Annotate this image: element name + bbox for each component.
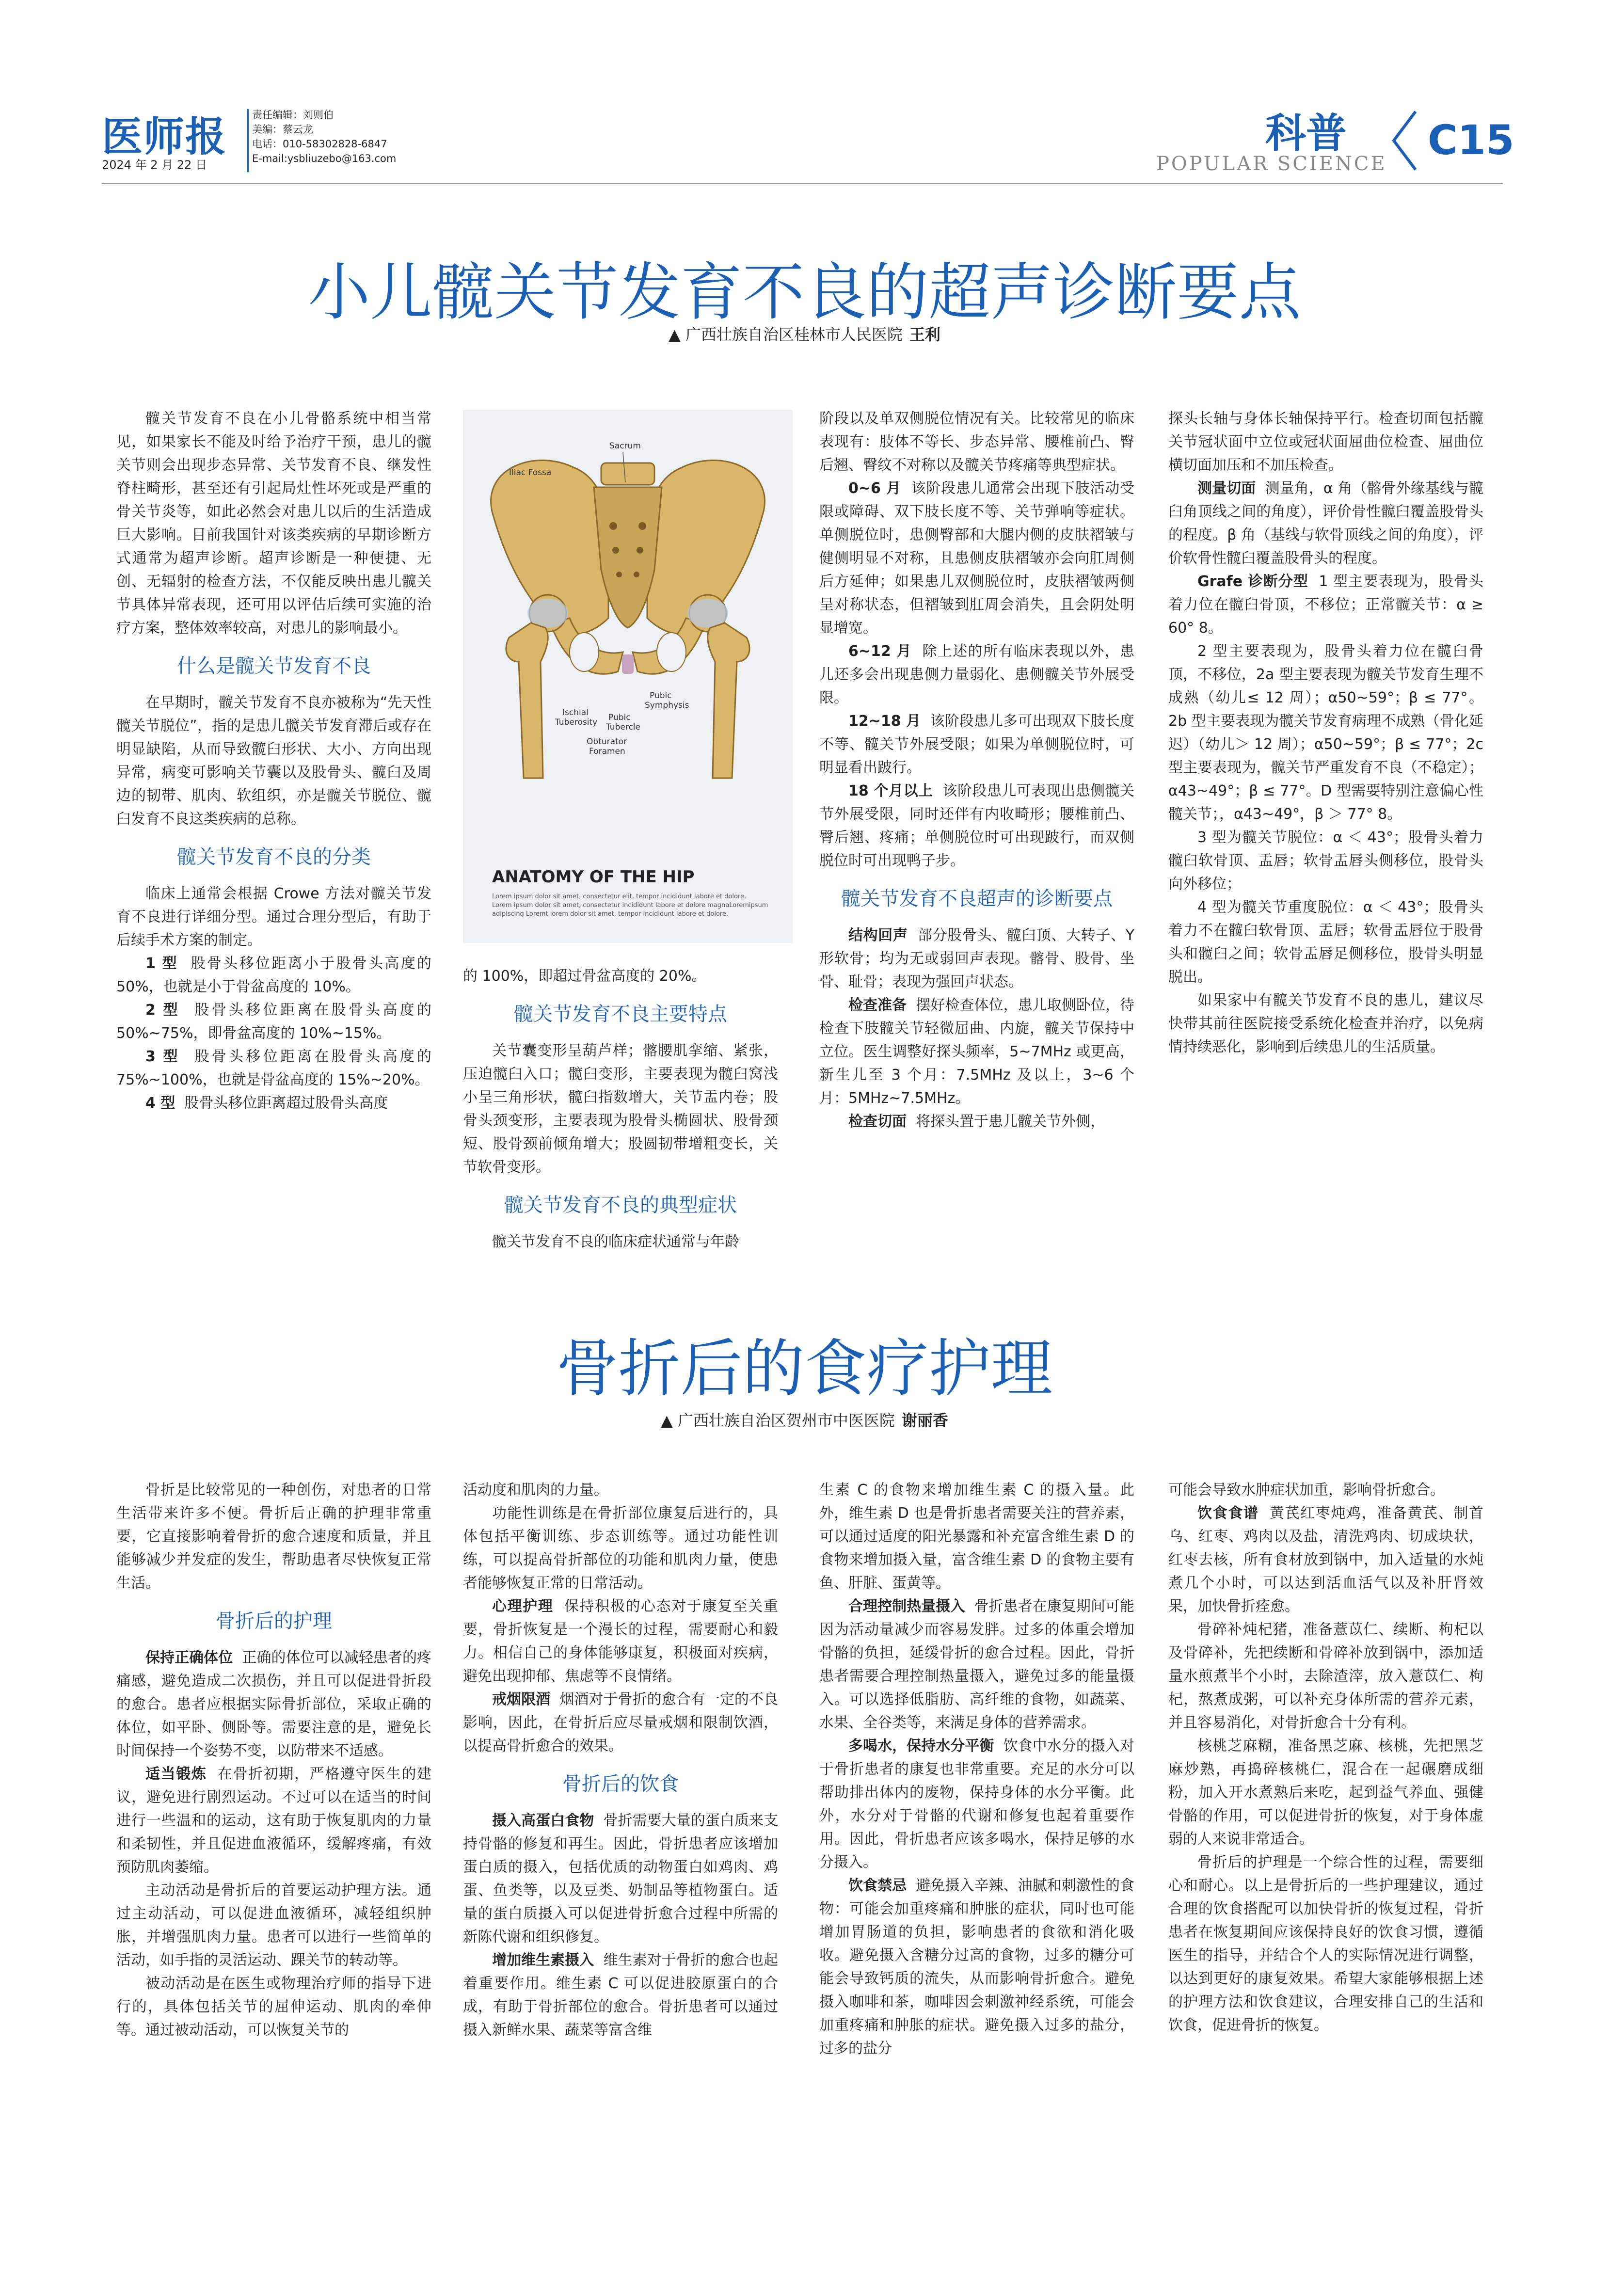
paragraph: 髋关节发育不良在小儿骨骼系统中相当常见，如果家长不能及时给予治疗干预，患儿的髋关节则会出现步态异常、关节发育不良、继发性脊柱畸形，甚至还有引起局灶性坏死或是严重的骨关节炎等，如此必然会对患儿以后的生活造成巨大影响。目前我国针对该类疾病的早期诊断方式通常为超声诊断。超声诊断是一种便捷、无创、无辐射的检查方法，不仅能反映出患儿髋关节具体异常表现，还可用以评估后续可实施的治疗方案，整体效率较高，对患儿的影响最小。	[116, 410, 431, 637]
age4-text: 该阶段患儿可表现出患侧髋关节外展受限，同时还伴有内收畸形；腰椎前凸、臀后翘、疼痛；单侧脱位时可出现跛行，而双侧脱位时可出现鸭子步。	[819, 782, 1135, 869]
age1-text: 该阶段患儿通常会出现下肢活动受限或障碍、双下肢长度不等、关节弹响等症状。单侧脱位时，患侧臀部和大腿内侧的皮肤褶皱与健侧明显不对称，且患侧皮肤褶皱亦会向肛周侧后方延伸；如果患儿双侧脱位时，皮肤褶皱两侧呈对称状态，但褶皱到肛周会消失，且会阴处明显增宽。	[819, 480, 1134, 637]
label-iliac-fossa: Iliac Fossa	[509, 468, 552, 478]
paragraph: 核桃芝麻糊，准备黑芝麻、核桃，先把黑芝麻炒熟，再捣碎核桃仁，混合在一起碾磨成细粉，加入开水煮熟后来吃，起到益气养血、强健骨骼的作用，可以促进骨折的恢复，对于身体虚弱的人来说非常适合。	[1168, 1738, 1483, 1848]
age4-label: 18 个月以上	[848, 782, 933, 799]
paragraph	[819, 780, 1134, 873]
paragraph	[1168, 1502, 1483, 1618]
paragraph: 主动活动是骨折后的首要运动护理方法。通过主动活动，可以促进血液循环，减轻组织肿胀，并增强肌肉力量。患者可以进行一些简单的活动，如手指的灵活运动、踝关节的转动等。	[116, 1882, 431, 1969]
paragraph: 可能会导致水肿症状加重，影响骨折愈合。	[1168, 1482, 1445, 1499]
paragraph	[463, 1688, 778, 1758]
prep-text: 摆好检查体位，患儿取侧卧位，待检查下肢髋关节轻微屈曲、内旋，髋关节保持中立位。医生调整好探头频率，5~7MHz 或更高，新生儿至 3 个月：7.5MHz 及以上，3~6 个月：5MHz~7.5MHz。	[819, 997, 1135, 1107]
protein-text: 骨折需要大量的蛋白质来支持骨骼的修复和再生。因此，骨折患者应该增加蛋白质的摄入，包括优质的动物蛋白如鸡肉、鸡蛋、鱼类等，以及豆类、奶制品等植物蛋白。适量的蛋白质摄入可以促进骨折愈合过程中所需的新陈代谢和组织修复。	[463, 1812, 779, 1945]
paragraph: 在早期时，髋关节发育不良亦被称为“先天性髋关节脱位”，指的是患儿髋关节发育滞后或存在明显缺陷，从而导致髋臼形状、大小、方向出现异常，病变可影响关节囊以及股骨头、髋臼及周边的韧带、肌肉、软组织，亦是髋关节脱位、髋臼发育不良这类疾病的总称。	[116, 694, 431, 828]
calorie-text: 骨折患者在康复期间可能因为活动量减少而容易发胖。过多的体重会增加骨骼的负担，延缓骨折的愈合过程。因此，骨折患者需要合理控制热量摄入，避免过多的能量摄入。可以选择低脂肪、高纤维的食物，如蔬菜、水果、全谷类等，来满足身体的营养需求。	[819, 1598, 1135, 1731]
echo-text: 部分股骨头、髋臼顶、大转子、Y 形软骨；均为无或弱回声表现。髂骨、股骨、坐骨、耻骨；表现为强回声状态。	[819, 927, 1135, 990]
label-pubic-tubercle-1: Pubic	[608, 713, 631, 722]
paragraph: 髋关节发育不良的临床症状通常与年龄	[492, 1233, 739, 1250]
paragraph	[1168, 570, 1483, 640]
recipe-label: 饮食食谱	[1197, 1505, 1259, 1522]
age2-text: 除上述的所有临床表现以外，患儿还多会出现患侧力量弱化、患侧髋关节外展受限。	[819, 643, 1135, 706]
paragraph: 骨碎补炖杞猪，准备薏苡仁、续断、枸杞以及骨碎补，先把续断和骨碎补放到锅中，添加适量水煎煮半个小时，去除渣滓，放入薏苡仁、枸杞，熬煮成粥，可以补充身体所需的营养元素，并且容易消化，对骨折愈合十分有利。	[1168, 1621, 1483, 1731]
byline-org: ▲ 广西壮族自治区贺州市中医医院	[661, 1411, 895, 1430]
paragraph	[1168, 477, 1483, 570]
paragraph	[819, 477, 1134, 640]
figure-caption-3: adipiscing Loremt lorem dolor sit amet, tempor incididunt labore et dolore.	[492, 910, 729, 918]
section-title-en: POPULAR SCIENCE	[1156, 153, 1387, 175]
paragraph: 骨折是比较常见的一种创伤，对患者的日常生活带来许多不便。骨折后正确的护理非常重要，它直接影响着骨折的愈合速度和质量，并且能够减少并发症的发生，帮助患者尽快恢复正常生活。	[116, 1482, 431, 1592]
figure-caption-1: Lorem ipsum dolor sit amet, consectetur elit, tempor incididunt labore et dolore.	[492, 893, 747, 900]
paragraph: 活动度和肌肉的力量。	[463, 1482, 608, 1499]
paragraph	[116, 1092, 431, 1115]
article2-column-2	[463, 1479, 778, 2042]
type4-text: 股骨头移位距离超过股骨头高度	[184, 1095, 388, 1112]
age3-text: 该阶段患儿多可出现双下肢长度不等、髋关节外展受限；如果为单侧脱位时，可明显看出跛行。	[819, 713, 1135, 776]
label-obturator-2: Foramen	[589, 747, 625, 756]
type1-text: 股骨头移位距离小于股骨头高度的 50%，也就是小于骨盆高度的 10%。	[116, 955, 432, 995]
age2-label: 6~12 月	[848, 643, 912, 660]
masthead-rule	[102, 183, 1503, 184]
graf-text: 1 型主要表现为，股骨头着力位在髋臼骨顶，不移位；正常髋关节：α ≥ 60° 8。	[1168, 573, 1483, 637]
paragraph	[463, 1949, 778, 2042]
water-label: 多喝水，保持水分平衡	[848, 1738, 994, 1754]
paragraph	[819, 924, 1134, 994]
paragraph	[116, 1763, 431, 1879]
subheading-class: 髋关节发育不良的分类	[177, 846, 371, 868]
age1-label: 0~6 月	[848, 480, 901, 497]
article1-byline	[0, 322, 1609, 345]
editor-info	[252, 108, 396, 166]
graf-label: Grafe 诊断分型	[1197, 573, 1309, 590]
subheading-care: 骨折后的护理	[216, 1610, 332, 1632]
paragraph: 2 型主要表现为，股骨头着力位在髋臼骨顶，不移位，2a 型主要表现为髋关节发育生理不成熟（幼儿≤ 12 周）；α50~59°；β ≤ 77°。2b 型主要表现为髋关节发育病理不成熟（骨化延迟）（幼儿＞ 12 周）；α50~59°；β ≤ 77°；2c 型主要表现为，髋关节严重发育不良（不稳定）；α43~49°；β ≤ 77°。D 型需要特别注意偏心性髋关节；，α43~49°，β ＞ 77° 8。	[1168, 643, 1483, 823]
paragraph: 的 100%，即超过骨盆高度的 20%。	[463, 968, 706, 985]
paragraph	[116, 1646, 431, 1763]
paragraph: 临床上通常会根据 Crowe 方法对髋关节发育不良进行详细分型。通过合理分型后，有助于后续手术方案的制定。	[116, 885, 431, 949]
label-ischial-2: Tuberosity	[555, 718, 598, 727]
label-obturator-1: Obturator	[587, 737, 627, 747]
age3-label: 12~18 月	[848, 713, 921, 730]
label-ischial-1: Ischial	[562, 708, 589, 718]
designer-name: 美编：蔡云龙	[252, 124, 313, 135]
paragraph	[819, 1874, 1134, 2060]
article2-title: 骨折后的食疗护理	[556, 1333, 1053, 1405]
type3-text: 股骨头移位距离在股骨头高度的 75%~100%，也就是骨盆高度的 15%~20%。	[116, 1048, 431, 1088]
measure-text: 测量角，α 角（髂骨外缘基线与髋臼角顶线之间的角度），评价骨性髋臼覆盖股骨头的程度。β 角（基线与软骨顶线之间的角度），评价软骨性髋臼覆盖股骨头的程度。	[1168, 480, 1484, 567]
byline-org: ▲ 广西壮族自治区桂林市人民医院	[669, 325, 903, 344]
label-sacrum: Sacrum	[609, 441, 641, 451]
paragraph	[463, 1595, 778, 1688]
prep-label: 检查准备	[848, 997, 907, 1014]
psych-text: 保持积极的心态对于康复至关重要，骨折恢复是一个漫长的过程，需要耐心和毅力。相信自己的身体能够康复，积极面对疾病，避免出现抑郁、焦虑等不良情绪。	[463, 1598, 779, 1685]
label-pubic-symphysis-2: Symphysis	[645, 701, 689, 710]
article2-column-3	[819, 1479, 1134, 2060]
paragraph: 3 型为髋关节脱位：α ＜ 43°；股骨头着力髋臼软骨顶、盂唇；软骨盂唇头侧移位，股骨头向外移位；	[1168, 829, 1483, 893]
paragraph	[819, 640, 1134, 710]
subheading-features: 髋关节发育不良主要特点	[514, 1003, 727, 1025]
vitamin-label: 增加维生素摄入	[492, 1952, 594, 1969]
paragraph: 被动活动是在医生或物理治疗师的指导下进行的，具体包括关节的屈伸运动、肌肉的牵伸等。通过被动活动，可以恢复关节的	[116, 1975, 431, 2039]
byline-author: 谢丽香	[901, 1411, 948, 1430]
paragraph: 探头长轴与身体长轴保持平行。检查切面包括髋关节冠状面中立位或冠状面屈曲位检查、屈曲位横切面加压和不加压检查。	[1168, 410, 1483, 474]
page-number: C15	[1428, 116, 1514, 164]
recipe1-text: 黄芪红枣炖鸡，准备黄芪、制首乌、红枣、鸡肉以及盐，清洗鸡肉、切成块状，红枣去核，所有食材放到锅中，加入适量的水炖煮几个小时，可以达到活血活气以及补肝肾效果，加快骨折痊愈。	[1168, 1505, 1484, 1615]
exercise-label: 适当锻炼	[145, 1766, 207, 1783]
paragraph: 骨折后的护理是一个综合性的过程，需要细心和耐心。以上是骨折后的一些护理建议，通过合理的饮食搭配可以加快骨折的恢复过程，骨折患者在恢复期间应该保持良好的饮食习惯，遵循医生的指导，并结合个人的实际情况进行调整，以达到更好的康复效果。希望大家能够根据上述的护理方法和饮食建议，合理安排自己的生活和饮食，促进骨折的恢复。	[1168, 1854, 1483, 2034]
byline-author: 王利	[909, 325, 940, 344]
calorie-label: 合理控制热量摄入	[848, 1598, 965, 1615]
posture-text: 正确的体位可以减轻患者的疼痛感，避免造成二次损伤，并且可以促进骨折段的愈合。患者应根据实际骨折部位，采取正确的体位，如平卧、侧卧等。需要注意的是，避免长时间保持一个姿势不变，以防带来不适感。	[116, 1649, 432, 1759]
article1-column-1	[116, 407, 431, 1115]
paragraph	[819, 1595, 1134, 1735]
article2-byline	[0, 1408, 1609, 1431]
measure-label: 测量切面	[1197, 480, 1256, 497]
taboo-text: 避免摄入辛辣、油腻和刺激性的食物：可能会加重疼痛和肿胀的症状，同时也可能增加胃肠道的负担，影响患者的食欲和消化吸收。避免摄入含糖分过高的食物，过多的糖分可能会导致钙质的流失，从而影响骨折愈合。避免摄入咖啡和茶，咖啡因会刺激神经系统，可能会加重疼痛和肿胀的症状。避免摄入过多的盐分，过多的盐分	[819, 1877, 1135, 2057]
article1-column-2	[463, 965, 778, 1254]
smoke-label: 戒烟限酒	[492, 1691, 551, 1708]
editor-email: E-mail:ysbliuzebo@163.com	[252, 153, 397, 164]
hip-anatomy-image	[463, 410, 793, 943]
paragraph	[819, 1110, 1134, 1133]
publication-date: 2024 年 2 月 22 日	[102, 158, 207, 172]
paragraph	[463, 1809, 778, 1949]
paragraph	[819, 1735, 1134, 1874]
subheading-symptoms: 髋关节发育不良的典型症状	[504, 1194, 737, 1216]
type4-label: 4 型	[145, 1095, 175, 1112]
taboo-label: 饮食禁忌	[848, 1877, 907, 1894]
protein-label: 摄入高蛋白食物	[492, 1812, 594, 1829]
subheading-ultrasound: 髋关节发育不良超声的诊断要点	[841, 888, 1113, 910]
paragraph: 关节囊变形呈葫芦样；髂腰肌挛缩、紧张，压迫髋臼入口；髋臼变形，主要表现为髋臼窝浅小呈三角形状，髋臼指数增大，关节盂内卷；股骨头颈变形，主要表现为股骨头椭圆状、股骨颈短、股骨颈前倾角增大；股圆韧带增粗变长，关节软骨变形。	[463, 1042, 778, 1176]
paragraph: 4 型为髋关节重度脱位：α ＜ 43°；股骨头着力不在髋臼软骨顶、盂唇；软骨盂唇位于股骨头和髋臼之间；软骨盂唇足侧移位，股骨头明显脱出。	[1168, 899, 1483, 986]
paragraph	[819, 994, 1134, 1110]
editor-name: 责任编辑：刘则伯	[252, 109, 334, 121]
paragraph: 功能性训练是在骨折部位康复后进行的，具体包括平衡训练、步态训练等。通过功能性训练，可以提高骨折部位的功能和肌肉力量，使患者能够恢复正常的日常活动。	[463, 1505, 778, 1592]
echo-label: 结构回声	[848, 927, 908, 944]
paragraph: 如果家中有髋关节发育不良的患儿，建议尽快带其前往医院接受系统化检查并治疗，以免病情持续恶化，影响到后续患儿的生活质量。	[1168, 992, 1483, 1055]
paragraph	[819, 710, 1134, 780]
subheading-what: 什么是髋关节发育不良	[177, 655, 371, 677]
figure-title: ANATOMY OF THE HIP	[492, 867, 695, 887]
label-pubic-symphysis-1: Pubic	[650, 691, 672, 701]
paragraph	[116, 952, 431, 999]
section-title: 科普	[1265, 109, 1347, 157]
figure-caption-2: Lorem ipsum dolor sit amet, consectetur incididunt labore et dolore magnaLoremipsum	[492, 902, 768, 909]
article2-column-4	[1168, 1479, 1483, 2037]
paragraph: 生素 C 的食物来增加维生素 C 的摄入量。此外，维生素 D 也是骨折患者需要关注的营养素，可以通过适度的阳光暴露和补充富含维生素 D 的食物来增加摄入量，富含维生素 D 的食物主要有鱼、肝脏、蛋黄等。	[819, 1482, 1134, 1592]
editor-phone: 电话：010-58302828-6847	[252, 138, 387, 150]
article1-title: 小儿髋关节发育不良的超声诊断要点	[308, 256, 1301, 329]
subheading-diet: 骨折后的饮食	[562, 1773, 679, 1795]
type2-label: 2 型	[145, 1002, 180, 1019]
masthead-divider	[247, 109, 249, 172]
water-text: 饮食中水分的摄入对于骨折患者的康复也非常重要。充足的水分可以帮助排出体内的废物，保持身体的水分平衡。此外，水分对于骨骼的代谢和修复也起着重要作用。因此，骨折患者应该多喝水，保持足够的水分摄入。	[819, 1738, 1135, 1871]
paragraph	[116, 1045, 431, 1092]
posture-label: 保持正确体位	[145, 1649, 233, 1666]
newspaper-logo: 医师报	[102, 112, 227, 160]
hip-illustration	[463, 410, 793, 943]
paragraph: 阶段以及单双侧脱位情况有关。比较常见的临床表现有：肢体不等长、步态异常、腰椎前凸、臀后翘、臀纹不对称以及髋关节疼痛等典型症状。	[819, 410, 1134, 474]
article2-column-1	[116, 1479, 431, 2042]
type2-text: 股骨头移位距离在股骨头高度的 50%~75%，即骨盆高度的 10%~15%。	[116, 1002, 431, 1042]
section-text: 将探头置于患儿髋关节外侧，	[916, 1113, 1105, 1130]
article1-column-4	[1168, 407, 1483, 1059]
label-pubic-tubercle-2: Tubercle	[606, 722, 640, 732]
article1-column-3	[819, 407, 1134, 1133]
smoke-text: 烟酒对于骨折的愈合有一定的不良影响，因此，在骨折后应尽量戒烟和限制饮酒，以提高骨折愈合的效果。	[463, 1691, 779, 1754]
section-label: 检查切面	[848, 1113, 907, 1130]
paragraph	[116, 999, 431, 1045]
type3-label: 3 型	[145, 1048, 180, 1065]
vitamin-text: 维生素对于骨折的愈合也起着重要作用。维生素 C 可以促进胶原蛋白的合成，有助于骨折部位的愈合。骨折患者可以通过摄入新鲜水果、蔬菜等富含维	[463, 1952, 779, 2039]
psych-label: 心理护理	[492, 1598, 554, 1615]
exercise-text: 在骨折初期，严格遵守医生的建议，避免进行剧烈运动。不过可以在适当的时间进行一些温和的运动，这有助于恢复肌肉的力量和柔韧性，并且促进血液循环，缓解疼痛，有效预防肌肉萎缩。	[116, 1766, 432, 1876]
type1-label: 1 型	[145, 955, 178, 972]
